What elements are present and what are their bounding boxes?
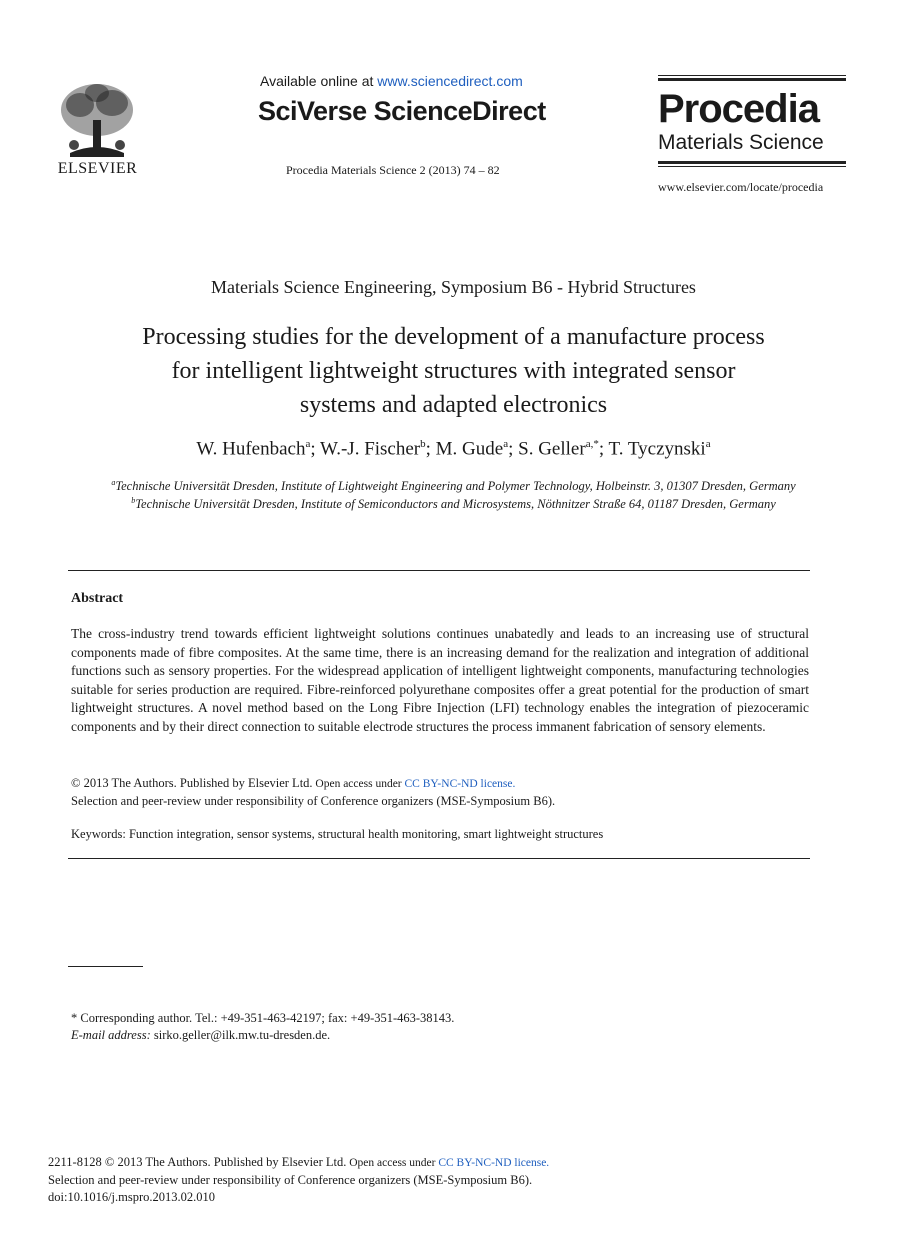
footnote-rule (68, 966, 143, 967)
keywords: Keywords: Function integration, sensor systems, structural health monitoring, smart lightweight structures (71, 827, 604, 841)
author-name: S. Geller (518, 438, 586, 460)
available-online-line (260, 73, 523, 89)
author-affiliation-mark: b (420, 438, 426, 450)
author-name: W.-J. Fischer (320, 438, 421, 460)
procedia-title: Procedia (658, 87, 819, 131)
author-affiliation-mark: a,* (585, 438, 599, 450)
author-separator: ; (310, 438, 321, 460)
masthead-rule (658, 78, 846, 81)
abstract-text: The cross-industry trend towards efficient lightweight solutions continues unabatedly and leads to an increasing use of structural components made of fibre composites. At the same time, there is an increasing demand for the realization and integration of additional functions such as sensory properties. For the widespread application of intelligent lightweight components, manufacturing technologies suitable for series production are required. Fibre-reinforced polyurethane composites offer a great potential for the production of smart lightweight structures. A novel method based on the Long Fibre Injection (LFI) technology enables the integration of piezoceramic components and by their direct connection to suitable electrode structures the process immanent fabrication of sensory elements. (71, 626, 809, 734)
title-line: systems and adapted electronics (299, 392, 608, 418)
author-name: T. Tyczynski (608, 438, 706, 460)
author-affiliation-mark: a (705, 438, 711, 450)
available-online-label: Available online at (260, 73, 378, 89)
author-separator: ; (598, 438, 609, 460)
email-label: E-mail address: (71, 1028, 151, 1042)
publication-footer (48, 1154, 549, 1206)
procedia-subtitle: Materials Science (658, 131, 824, 154)
license-link[interactable]: CC BY-NC-ND license. (404, 778, 516, 790)
title-line: Processing studies for the development of a manufacture process (142, 324, 765, 350)
abstract-heading: Abstract (71, 591, 124, 606)
author-separator: ; (425, 438, 436, 460)
author-list (0, 438, 907, 460)
issn-copyright: 2211-8128 © 2013 The Authors. Published by Elsevier Ltd. (48, 1155, 347, 1169)
author-name: M. Gude (435, 438, 504, 460)
journal-citation: Procedia Materials Science 2 (2013) 74 – 82 (286, 163, 500, 177)
affiliation-mark: b (131, 496, 136, 505)
masthead-rule (658, 166, 846, 167)
corresponding-author-footnote (71, 1010, 454, 1044)
author-affiliation-mark: a (305, 438, 311, 450)
title-line: for intelligent lightweight structures with integrated sensor (171, 358, 736, 384)
issn-line (48, 1154, 549, 1172)
paper-title (60, 320, 847, 422)
journal-url[interactable]: www.elsevier.com/locate/procedia (658, 180, 824, 194)
copyright-line (71, 775, 555, 793)
email-line (71, 1027, 454, 1044)
author-name: W. Hufenbach (196, 438, 306, 460)
affiliation-a (0, 478, 907, 494)
peer-review-line: Selection and peer-review under responsibility of Conference organizers (MSE-Symposium B6). (71, 794, 556, 808)
sciverse-sciencedirect-logo: SciVerse ScienceDirect (258, 96, 546, 126)
peer-review-line: Selection and peer-review under responsibility of Conference organizers (MSE-Symposium B6). (48, 1173, 533, 1187)
author-affiliation-mark: a (503, 438, 509, 450)
symposium-line: Materials Science Engineering, Symposium B6 - Hybrid Structures (211, 277, 696, 297)
doi[interactable]: doi:10.1016/j.mspro.2013.02.010 (48, 1190, 216, 1204)
copyright-text: © 2013 The Authors. Published by Elsevier Ltd. (71, 776, 313, 790)
affiliation-b (0, 496, 907, 512)
copyright-notice (71, 775, 555, 810)
affiliation-text: Technische Universität Dresden, Institute of Semiconductors and Microsystems, Nöthnitzer Straße 64, 01187 Dresden, Germany (135, 497, 776, 512)
masthead-rule (658, 75, 846, 76)
procedia-masthead (658, 75, 846, 167)
masthead-rule (658, 161, 846, 164)
elsevier-wordmark: ELSEVIER (57, 160, 138, 177)
section-divider (68, 858, 810, 859)
email-address[interactable]: sirko.geller@ilk.mw.tu-dresden.de. (150, 1028, 331, 1042)
open-access-label: Open access under (312, 778, 405, 790)
sciencedirect-link[interactable]: www.sciencedirect.com (377, 73, 523, 89)
author-separator: ; (508, 438, 519, 460)
open-access-label: Open access under (346, 1157, 439, 1169)
affiliation-mark: a (111, 478, 116, 487)
contact-line: * Corresponding author. Tel.: +49-351-463-42197; fax: +49-351-463-38143. (71, 1011, 455, 1025)
affiliation-text: Technische Universität Dresden, Institute of Lightweight Engineering and Polymer Technology, Holbeinstr. 3, 01307 Dresden, Germany (115, 479, 796, 494)
section-divider (68, 570, 810, 571)
license-link[interactable]: CC BY-NC-ND license. (438, 1157, 550, 1169)
